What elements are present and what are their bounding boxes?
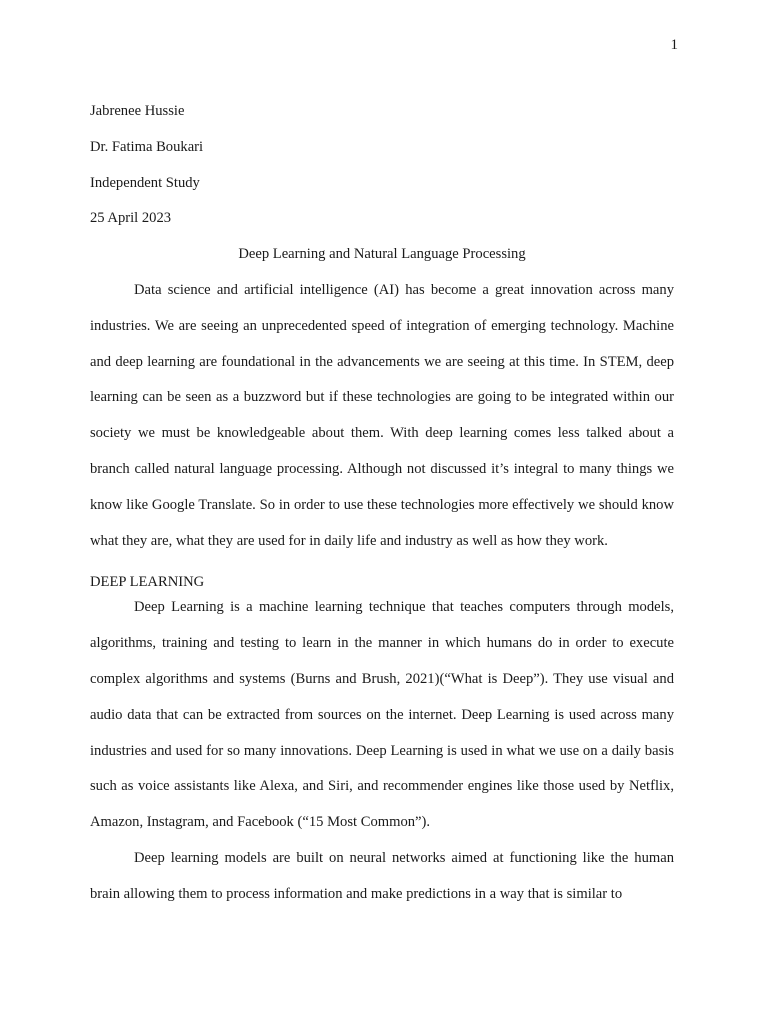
section-heading: DEEP LEARNING [90, 574, 205, 591]
document-body [90, 94, 674, 913]
page-number: 1 [670, 37, 678, 53]
instructor-name: Dr. Fatima Boukari [90, 138, 204, 155]
section-paragraph: Deep learning models are built on neural networks aimed at functioning like the human brain allowing them to process information and make predictions in a way that is similar to [90, 849, 674, 902]
author-name: Jabrenee Hussie [90, 103, 185, 119]
section-paragraph: Deep Learning is a machine learning technique that teaches computers through models, algorithms, training and testing to learn in the manner in which humans do in order to execute complex algorithms and systems (Burns and Brush, 2021)(“What is Deep”). They use visual and audio data that can be extracted from sources on the internet. Deep Learning is used across many industries and used for so many innovations. Deep Learning is used in what we use on a daily basis such as voice assistants like Alexa, and Siri, and recommender engines like those used by Netflix, Amazon, Instagram, and Facebook (“15 Most Common”). [90, 599, 674, 831]
course-name: Independent Study [90, 174, 200, 191]
paper-title: Deep Learning and Natural Language Processing [238, 246, 526, 263]
paper-date: 25 April 2023 [90, 210, 172, 227]
intro-paragraph: Data science and artificial intelligence (AI) has become a great innovation across many industries. We are seeing an unprecedented speed of integration of emerging technology. Machine and deep learning are foundational in the advancements we are seeing at this time. In STEM, deep learning can be seen as a buzzword but if these technologies are going to be integrated within our society we must be knowledgeable about them. With deep learning comes less talked about a branch called natural language processing. Although not discussed it’s integral to many things we know like Google Translate. So in order to use these technologies more effectively we should know what they are, what they are used for in daily life and industry as well as how they work. [90, 281, 674, 549]
